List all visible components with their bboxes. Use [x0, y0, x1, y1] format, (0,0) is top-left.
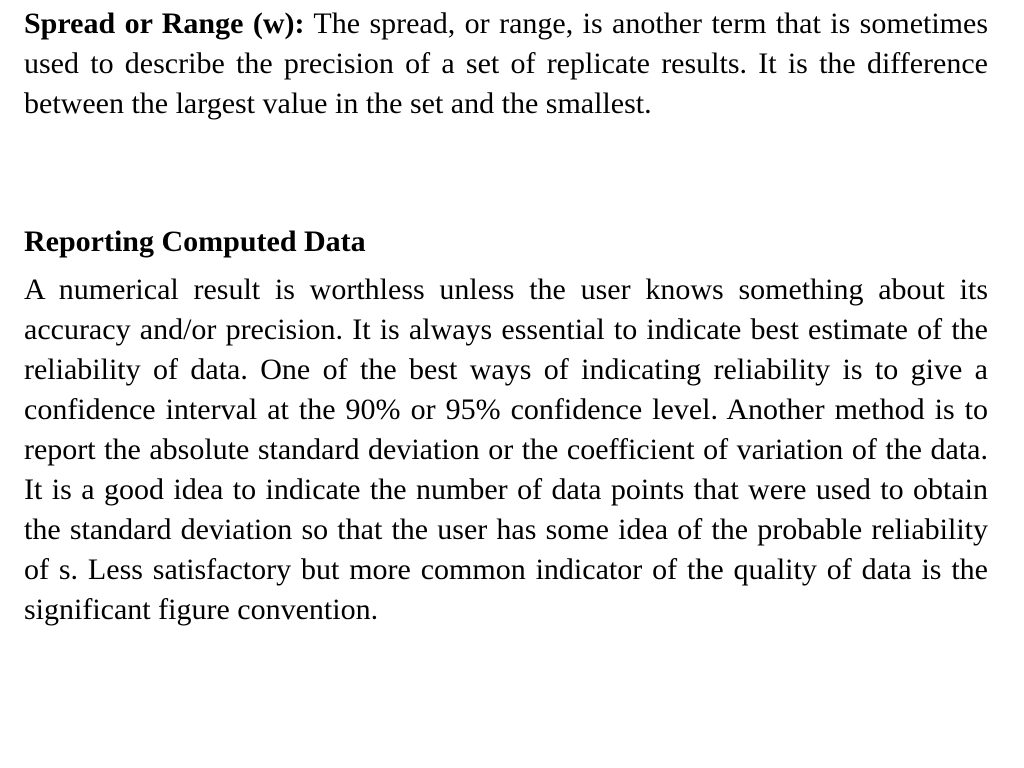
spread-paragraph [24, 0, 988, 124]
spread-term: Spread or Range (w): [24, 7, 305, 40]
document-page [24, 0, 989, 626]
section-heading: Reporting Computed Data [24, 225, 366, 258]
reporting-paragraph: A numerical result is worthless unless the user knows something about its accuracy and/or precision. It is always essential to indicate best estimate of the reliability of data. One of the best ways of indicating reliability is to give a confidence interval at the 90% or 95% confidence level. Another method is to report the absolute standard deviation or the coefficient of variation of the data. It is a good idea to indicate the number of data points that were used to obtain the standard deviation so that the user has some idea of the probable reliability of s. Less satisfactory but more common indicator of the quality of data is the significant figure convention. [24, 273, 988, 626]
spread-definition: The spread, or range, is another term that is sometimes used to describe the precision of a set of replicate results. It is the difference between the largest value in the set and the smallest. [24, 7, 989, 120]
